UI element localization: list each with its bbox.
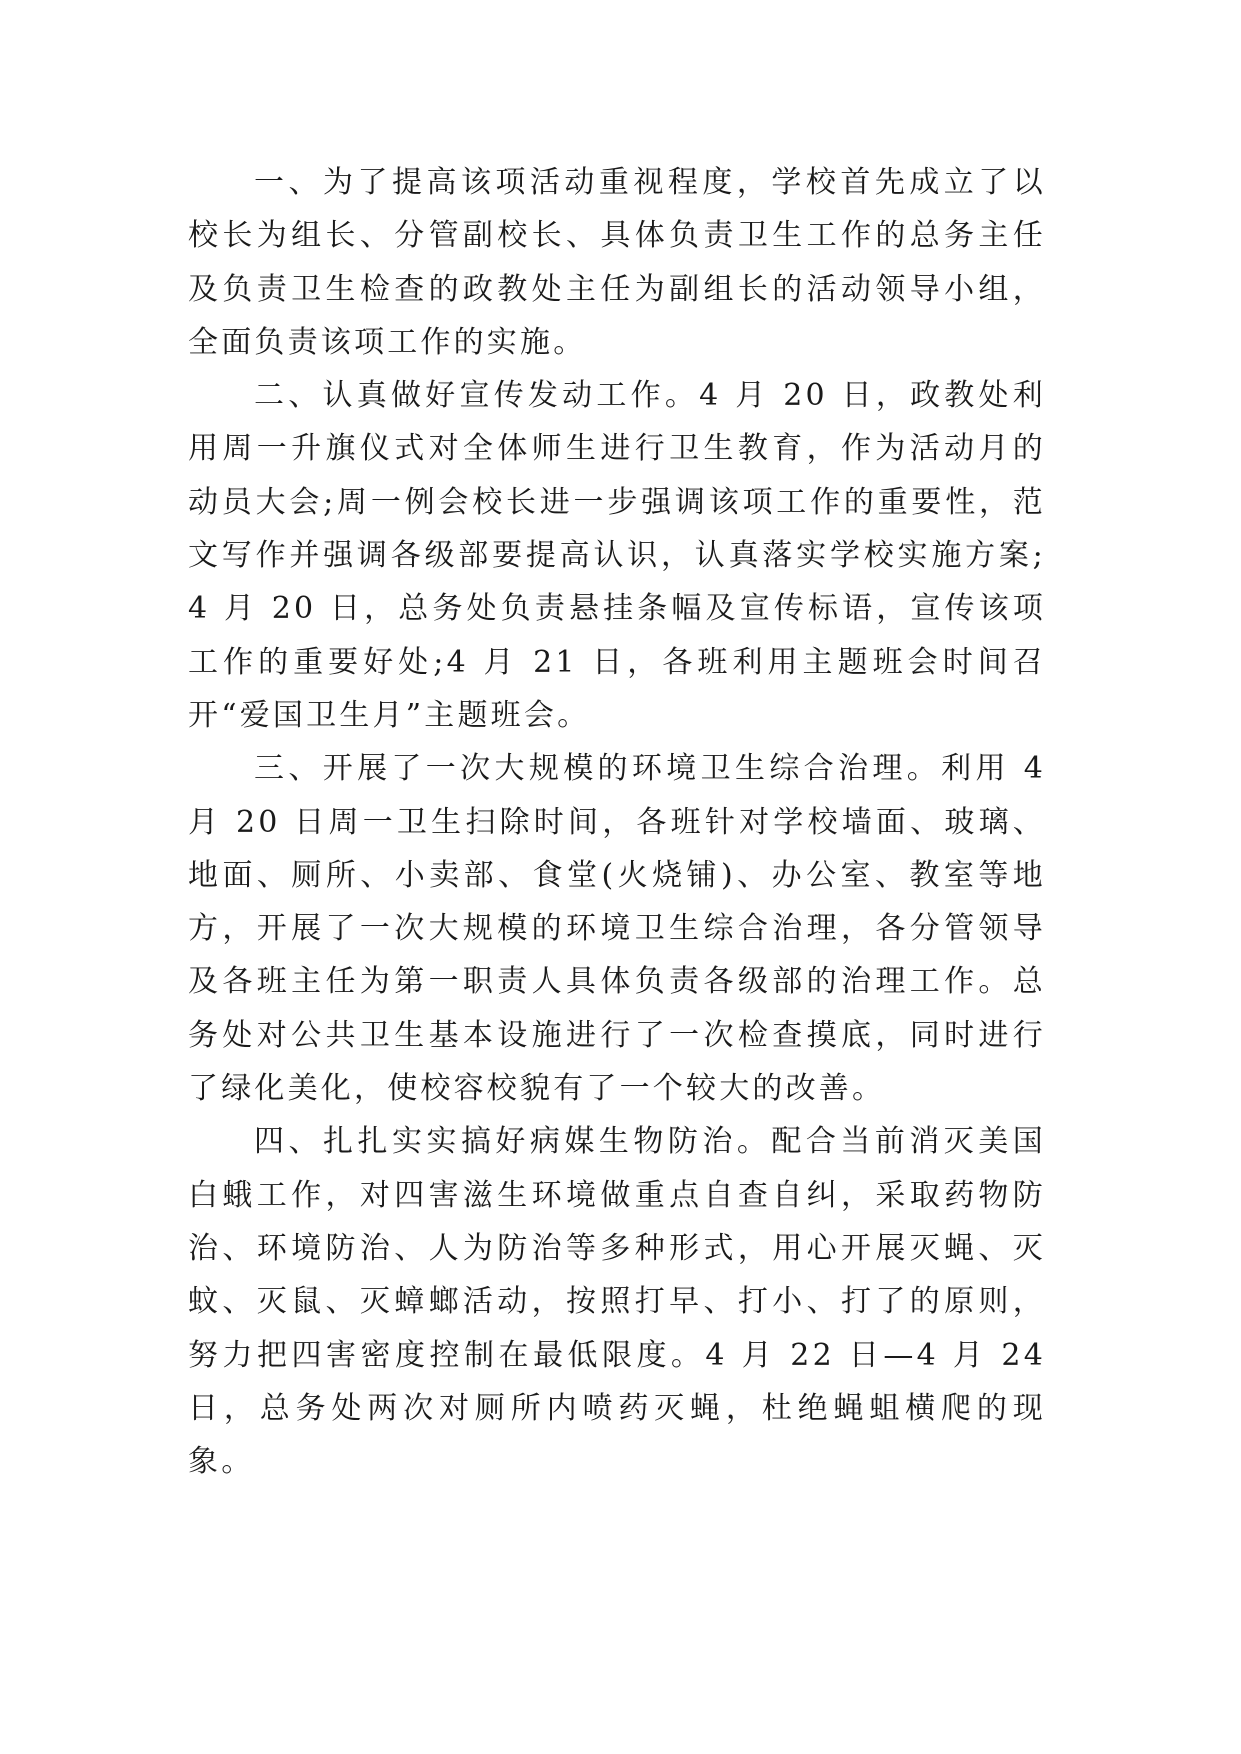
paragraph-2: 二、认真做好宣传发动工作。4 月 20 日，政教处利用周一升旗仪式对全体师生进行卫生教育，作为活动月的动员大会;周一例会校长进一步强调该项工作的重要性，范文写作并强调各级部要提高认识，认真落实学校实施方案;4 月 20 日，总务处负责悬挂条幅及宣传标语，宣传该项工作的重要好处;4 月 21 日，各班利用主题班会时间召开“爱国卫生月”主题班会。 [188,378,1046,733]
paragraph-4: 四、扎扎实实搞好病媒生物防治。配合当前消灭美国白蛾工作，对四害滋生环境做重点自查自纠，采取药物防治、环境防治、人为防治等多种形式，用心开展灭蝇、灭蚊、灭鼠、灭蟑螂活动，按照打早、打小、打了的原则，努力把四害密度控制在最低限度。4 月 22 日—4 月 24 日，总务处两次对厕所内喷药灭蝇，杜绝蝇蛆横爬的现象。 [188,1124,1046,1480]
document-body [188,156,1046,1488]
paragraph-1: 一、为了提高该项活动重视程度，学校首先成立了以校长为组长、分管副校长、具体负责卫生工作的总务主任及负责卫生检查的政教处主任为副组长的活动领导小组，全面负责该项工作的实施。 [188,165,1046,360]
paragraph-3: 三、开展了一次大规模的环境卫生综合治理。利用 4 月 20 日周一卫生扫除时间，各班针对学校墙面、玻璃、地面、厕所、小卖部、食堂(火烧铺)、办公室、教室等地方，开展了一次大规模的环境卫生综合治理，各分管领导及各班主任为第一职责人具体负责各级部的治理工作。总务处对公共卫生基本设施进行了一次检查摸底，同时进行了绿化美化，使校容校貌有了一个较大的改善。 [188,751,1046,1107]
